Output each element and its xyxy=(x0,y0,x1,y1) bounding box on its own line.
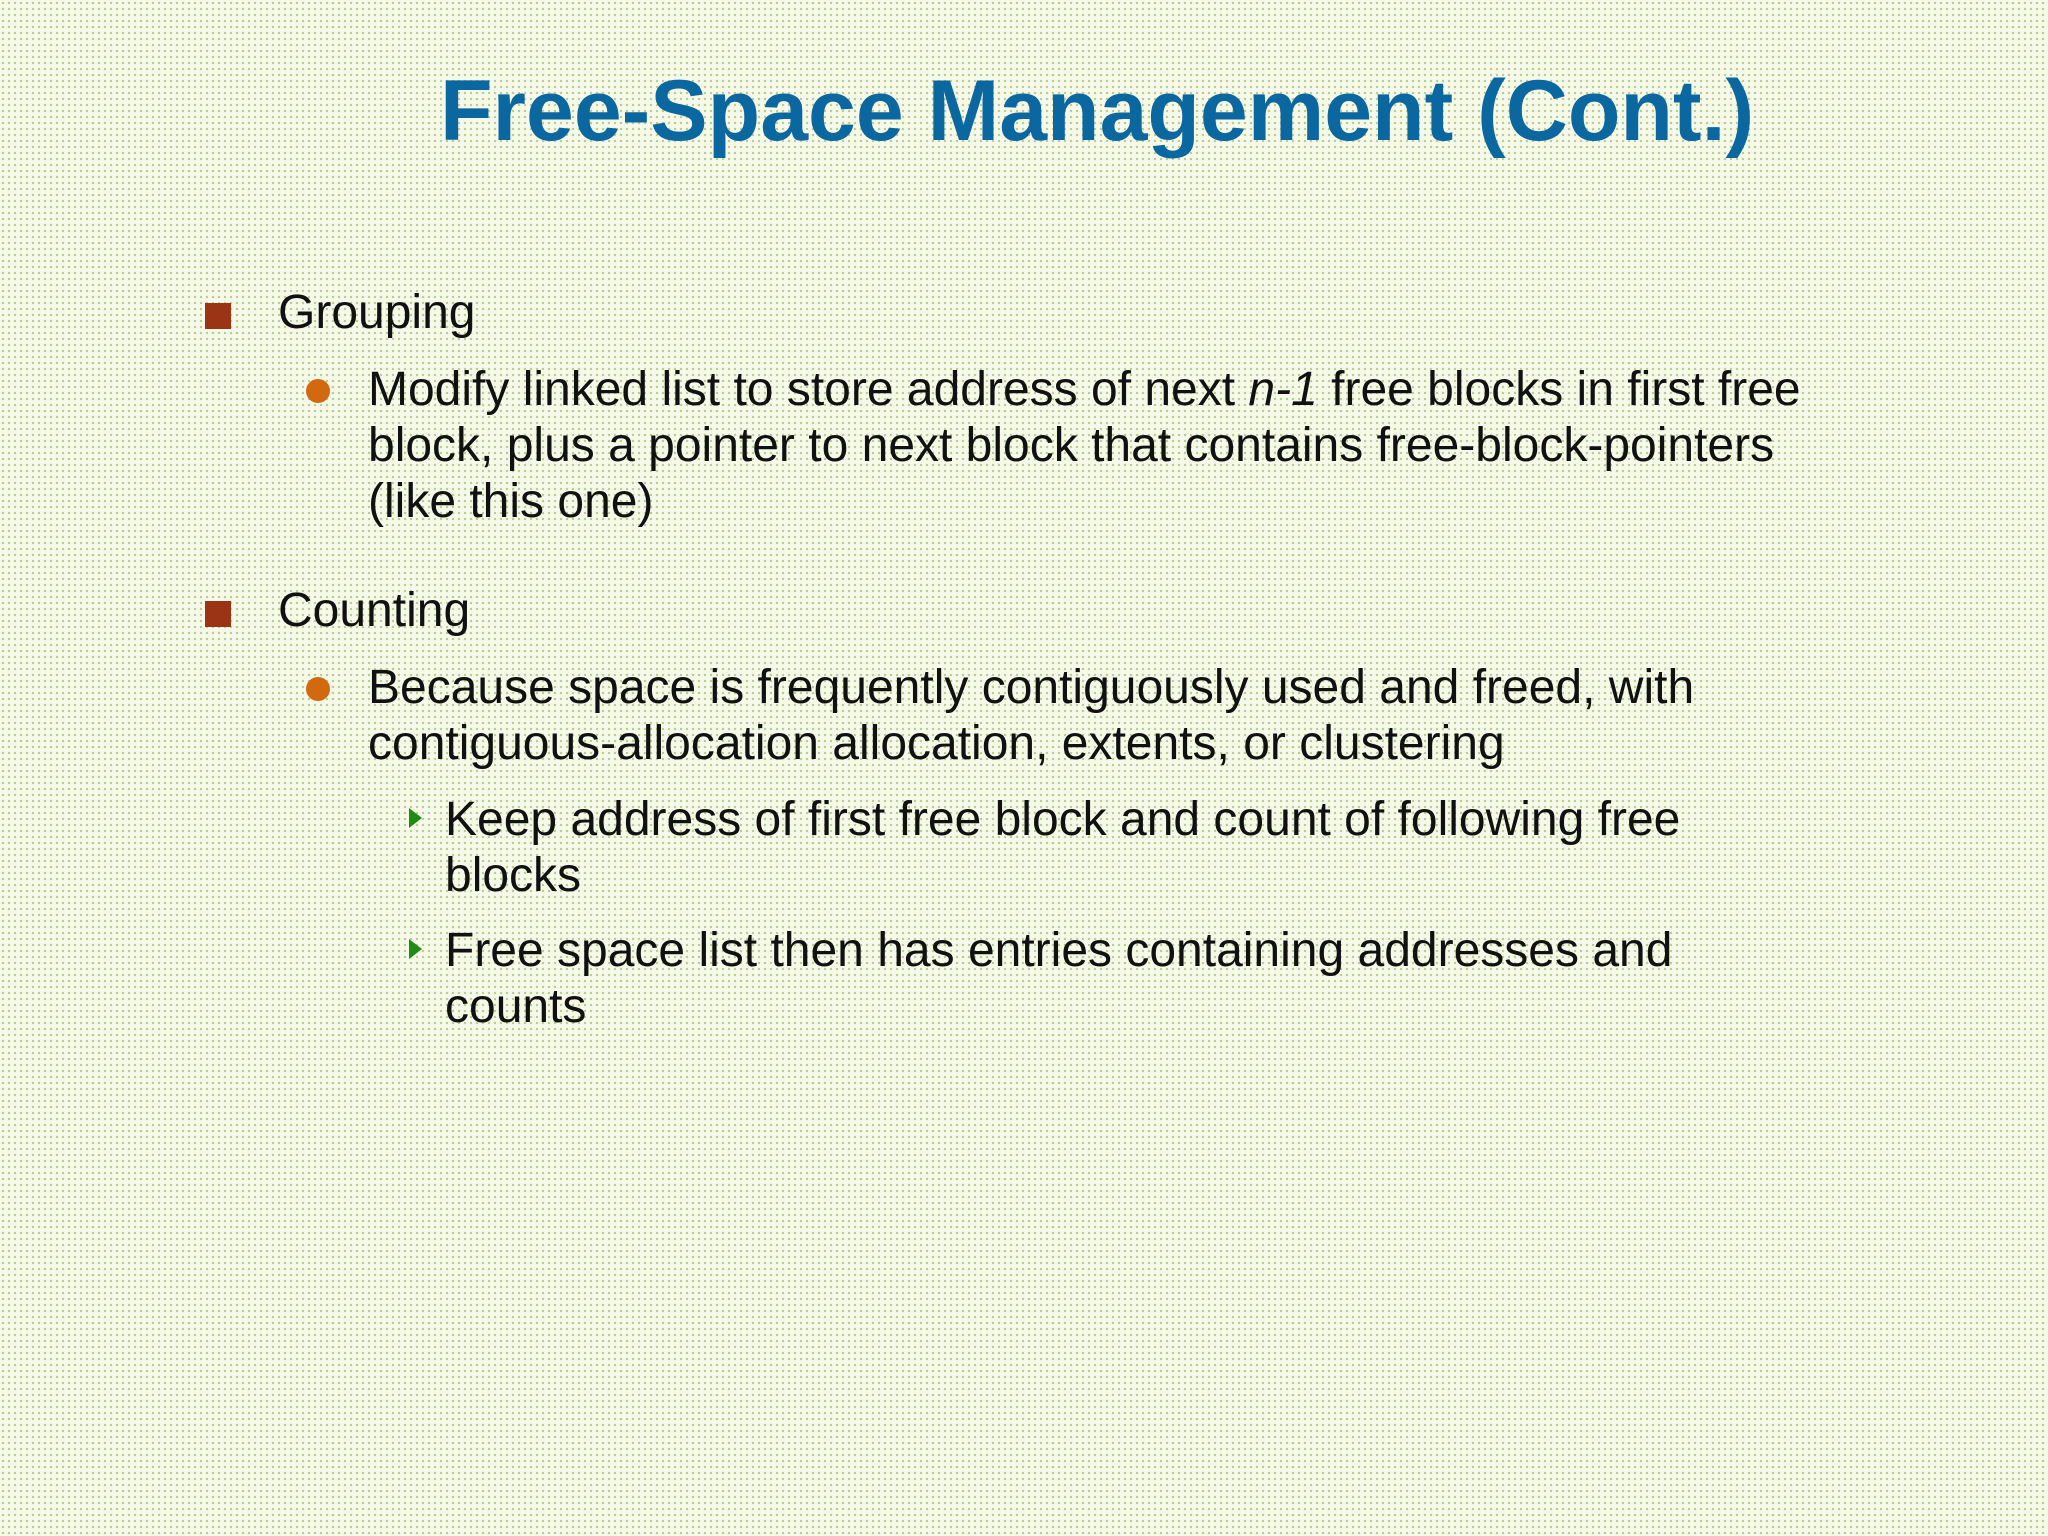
sub-sub-bullet-text: Free space list then has entries containing addresses and counts xyxy=(445,924,1673,1033)
slide-title: Free-Space Management (Cont.) xyxy=(440,63,1755,159)
sub-bullet-text-part: free blocks in first free block, plus a pointer to next block that contains free-block-pointers (like this one) xyxy=(368,363,1801,528)
round-bullet-icon xyxy=(306,379,330,403)
round-bullet-icon xyxy=(306,677,330,701)
sub-bullet-text-part: Modify linked list to store address of next xyxy=(368,363,1249,416)
bullet-label: Counting xyxy=(278,584,471,637)
triangle-bullet-icon xyxy=(409,808,422,828)
sub-bullet-text-italic: n-1 xyxy=(1248,363,1318,416)
triangle-bullet-icon xyxy=(409,939,422,959)
square-bullet-icon xyxy=(205,303,231,329)
square-bullet-icon xyxy=(205,601,231,627)
sub-bullet-text xyxy=(368,362,1808,530)
bullet-label: Grouping xyxy=(278,286,476,339)
sub-bullet-text: Because space is frequently contiguously used and freed, with contiguous-allocation allocation, extents, or clustering xyxy=(368,661,1695,770)
sub-sub-bullet-text: Keep address of first free block and count of following free blocks xyxy=(445,793,1681,902)
